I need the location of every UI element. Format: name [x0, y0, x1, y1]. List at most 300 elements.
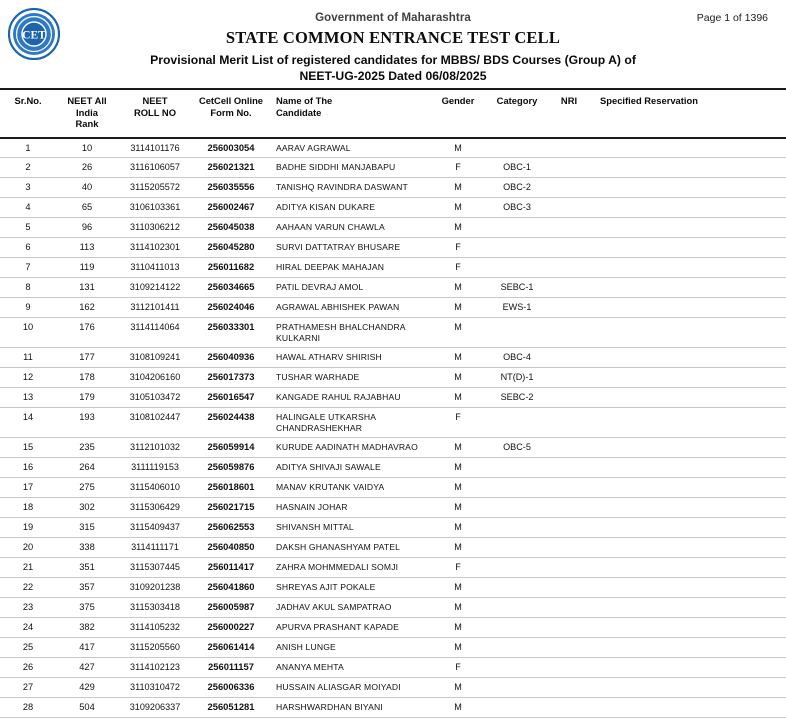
- table-row: [0, 478, 786, 498]
- cell-nri: [546, 238, 592, 258]
- table-row: [0, 598, 786, 618]
- cell-neet-roll-no: 3111119153: [118, 458, 192, 478]
- cell-sr-no: 27: [0, 678, 56, 698]
- organisation-title: STATE COMMON ENTRANCE TEST CELL: [225, 28, 561, 47]
- cell-form-no: 256040936: [192, 348, 270, 368]
- cell-form-no: 256003054: [192, 138, 270, 158]
- cell-specified-reservation: [592, 518, 786, 538]
- cell-neet-rank: 338: [56, 538, 118, 558]
- cell-neet-rank: 315: [56, 518, 118, 538]
- cell-nri: [546, 388, 592, 408]
- cell-specified-reservation: [592, 678, 786, 698]
- cell-form-no: 256062553: [192, 518, 270, 538]
- cell-candidate-name: HARSHWARDHAN BIYANI: [270, 698, 428, 718]
- cell-specified-reservation: [592, 178, 786, 198]
- svg-text:CET: CET: [22, 29, 46, 42]
- cell-gender: M: [428, 178, 488, 198]
- cell-gender: M: [428, 278, 488, 298]
- table-row: [0, 678, 786, 698]
- cell-gender: M: [428, 388, 488, 408]
- cell-sr-no: 7: [0, 258, 56, 278]
- cell-sr-no: 2: [0, 158, 56, 178]
- cell-candidate-name: HIRAL DEEPAK MAHAJAN: [270, 258, 428, 278]
- cell-category: [488, 538, 546, 558]
- cell-form-no: 256021321: [192, 158, 270, 178]
- rank-label-line-3: Rank: [75, 118, 99, 129]
- cell-category: [488, 238, 546, 258]
- cell-nri: [546, 178, 592, 198]
- document-title-line-1: Provisional Merit List of registered candidates for MBBS/ BDS Courses (Group A) of: [150, 53, 636, 67]
- cell-sr-no: 8: [0, 278, 56, 298]
- cell-candidate-name: AARAV AGRAWAL: [270, 138, 428, 158]
- government-line: Government of Maharashtra: [315, 12, 471, 24]
- cell-gender: M: [428, 198, 488, 218]
- cell-specified-reservation: [592, 198, 786, 218]
- rank-label-line-1: NEET All: [67, 95, 107, 106]
- cell-form-no: 256021715: [192, 498, 270, 518]
- cell-neet-rank: 119: [56, 258, 118, 278]
- cell-nri: [546, 218, 592, 238]
- cell-nri: [546, 408, 592, 438]
- cell-neet-rank: 10: [56, 138, 118, 158]
- cell-form-no: 256059914: [192, 438, 270, 458]
- cell-candidate-name: ANISH LUNGE: [270, 638, 428, 658]
- cell-nri: [546, 598, 592, 618]
- cell-nri: [546, 478, 592, 498]
- cell-sr-no: 1: [0, 138, 56, 158]
- cell-sr-no: 15: [0, 438, 56, 458]
- cell-nri: [546, 518, 592, 538]
- cell-form-no: 256034665: [192, 278, 270, 298]
- cell-sr-no: 9: [0, 298, 56, 318]
- cell-nri: [546, 158, 592, 178]
- cell-specified-reservation: [592, 598, 786, 618]
- cell-candidate-name: HUSSAIN ALIASGAR MOIYADI: [270, 678, 428, 698]
- cell-nri: [546, 258, 592, 278]
- cell-specified-reservation: [592, 458, 786, 478]
- cell-specified-reservation: [592, 138, 786, 158]
- cell-specified-reservation: [592, 658, 786, 678]
- cell-sr-no: 24: [0, 618, 56, 638]
- cell-category: [488, 218, 546, 238]
- cell-gender: M: [428, 618, 488, 638]
- document-title-line-2: NEET-UG-2025 Dated 06/08/2025: [299, 69, 487, 83]
- cell-neet-roll-no: 3116106057: [118, 158, 192, 178]
- cell-neet-roll-no: 3108109241: [118, 348, 192, 368]
- cell-neet-rank: 275: [56, 478, 118, 498]
- cell-specified-reservation: [592, 438, 786, 458]
- table-row: [0, 368, 786, 388]
- table-header-row: [0, 89, 786, 138]
- cell-neet-roll-no: 3115406010: [118, 478, 192, 498]
- column-header-name-of-candidate: [270, 89, 428, 138]
- cell-sr-no: 4: [0, 198, 56, 218]
- table-row: [0, 458, 786, 478]
- cell-candidate-name: JADHAV AKUL SAMPATRAO: [270, 598, 428, 618]
- cell-form-no: 256011682: [192, 258, 270, 278]
- cell-candidate-name: SHREYAS AJIT POKALE: [270, 578, 428, 598]
- cell-neet-rank: 429: [56, 678, 118, 698]
- table-header: [0, 89, 786, 138]
- cell-category: NT(D)-1: [488, 368, 546, 388]
- cell-category: OBC-2: [488, 178, 546, 198]
- cell-neet-roll-no: 3106103361: [118, 198, 192, 218]
- table-row: [0, 438, 786, 458]
- table-row: [0, 658, 786, 678]
- table-row: [0, 298, 786, 318]
- cell-category: OBC-5: [488, 438, 546, 458]
- cell-neet-roll-no: 3105103472: [118, 388, 192, 408]
- table-row: [0, 218, 786, 238]
- cell-form-no: 256016547: [192, 388, 270, 408]
- cell-category: [488, 678, 546, 698]
- cell-sr-no: 12: [0, 368, 56, 388]
- table-body: [0, 138, 786, 718]
- cell-sr-no: 17: [0, 478, 56, 498]
- cell-specified-reservation: [592, 318, 786, 348]
- roll-label-line-2: ROLL NO: [133, 106, 176, 118]
- table-row: [0, 348, 786, 368]
- cell-neet-roll-no: 3109206337: [118, 698, 192, 718]
- cell-sr-no: 21: [0, 558, 56, 578]
- cell-nri: [546, 678, 592, 698]
- table-row: [0, 278, 786, 298]
- cell-candidate-name: PRATHAMESH BHALCHANDRA KULKARNI: [270, 318, 428, 348]
- cell-neet-roll-no: 3114102301: [118, 238, 192, 258]
- table-row: [0, 618, 786, 638]
- cell-gender: F: [428, 558, 488, 578]
- cell-sr-no: 22: [0, 578, 56, 598]
- table-row: [0, 138, 786, 158]
- cell-gender: M: [428, 518, 488, 538]
- cell-candidate-name: HAWAL ATHARV SHIRISH: [270, 348, 428, 368]
- table-row: [0, 638, 786, 658]
- cell-neet-rank: 26: [56, 158, 118, 178]
- cell-neet-roll-no: 3109201238: [118, 578, 192, 598]
- cell-form-no: 256040850: [192, 538, 270, 558]
- cell-category: [488, 578, 546, 598]
- column-header-gender: [428, 89, 488, 138]
- cell-form-no: 256059876: [192, 458, 270, 478]
- cell-gender: M: [428, 698, 488, 718]
- cell-neet-rank: 417: [56, 638, 118, 658]
- cell-candidate-name: ADITYA SHIVAJI SAWALE: [270, 458, 428, 478]
- cell-candidate-name: AAHAAN VARUN CHAWLA: [270, 218, 428, 238]
- cell-candidate-name: ADITYA KISAN DUKARE: [270, 198, 428, 218]
- cell-candidate-name: SURVI DATTATRAY BHUSARE: [270, 238, 428, 258]
- cell-neet-roll-no: 3114105232: [118, 618, 192, 638]
- cell-candidate-name: SHIVANSH MITTAL: [270, 518, 428, 538]
- cell-neet-rank: 302: [56, 498, 118, 518]
- cell-gender: F: [428, 158, 488, 178]
- cell-specified-reservation: [592, 388, 786, 408]
- table-row: [0, 238, 786, 258]
- cell-specified-reservation: [592, 298, 786, 318]
- cell-category: [488, 258, 546, 278]
- cell-gender: F: [428, 408, 488, 438]
- cell-neet-rank: 113: [56, 238, 118, 258]
- cell-nri: [546, 138, 592, 158]
- cell-candidate-name: ANANYA MEHTA: [270, 658, 428, 678]
- cell-nri: [546, 198, 592, 218]
- cell-form-no: 256045280: [192, 238, 270, 258]
- cell-nri: [546, 368, 592, 388]
- cell-specified-reservation: [592, 578, 786, 598]
- cell-category: [488, 518, 546, 538]
- column-header-category: [488, 89, 546, 138]
- cell-neet-rank: 179: [56, 388, 118, 408]
- table-row: [0, 558, 786, 578]
- cell-neet-rank: 357: [56, 578, 118, 598]
- cell-neet-roll-no: 3112101032: [118, 438, 192, 458]
- cell-neet-rank: 375: [56, 598, 118, 618]
- cell-gender: M: [428, 538, 488, 558]
- cell-gender: F: [428, 238, 488, 258]
- cell-form-no: 256051281: [192, 698, 270, 718]
- cell-gender: M: [428, 138, 488, 158]
- table-row: [0, 198, 786, 218]
- cell-neet-roll-no: 3115303418: [118, 598, 192, 618]
- form-label-line-2: Form No.: [210, 106, 252, 118]
- cell-gender: M: [428, 478, 488, 498]
- cell-nri: [546, 298, 592, 318]
- cell-sr-no: 6: [0, 238, 56, 258]
- table-row: [0, 518, 786, 538]
- cell-category: OBC-1: [488, 158, 546, 178]
- cell-neet-roll-no: 3104206160: [118, 368, 192, 388]
- cell-specified-reservation: [592, 698, 786, 718]
- table-row: [0, 178, 786, 198]
- cell-candidate-name: KURUDE AADINATH MADHAVRAO: [270, 438, 428, 458]
- cell-sr-no: 10: [0, 318, 56, 348]
- page-indicator: Page 1 of 1396: [696, 12, 768, 24]
- cell-candidate-name: TANISHQ RAVINDRA DASWANT: [270, 178, 428, 198]
- table-row: [0, 538, 786, 558]
- cell-nri: [546, 278, 592, 298]
- cell-sr-no: 19: [0, 518, 56, 538]
- cell-form-no: 256045038: [192, 218, 270, 238]
- cell-sr-no: 28: [0, 698, 56, 718]
- cell-sr-no: 26: [0, 658, 56, 678]
- cell-candidate-name: MANAV KRUTANK VAIDYA: [270, 478, 428, 498]
- name-label-line-1: Name of The: [276, 95, 333, 106]
- table-row: [0, 258, 786, 278]
- cell-neet-roll-no: 3110306212: [118, 218, 192, 238]
- cell-candidate-name: HALINGALE UTKARSHA CHANDRASHEKHAR: [270, 408, 428, 438]
- rank-label-line-2: India: [76, 106, 98, 118]
- cell-specified-reservation: [592, 538, 786, 558]
- column-header-category-label: Category: [496, 95, 538, 106]
- cell-sr-no: 16: [0, 458, 56, 478]
- cell-specified-reservation: [592, 558, 786, 578]
- cell-gender: M: [428, 318, 488, 348]
- cell-nri: [546, 578, 592, 598]
- cell-neet-roll-no: 3109214122: [118, 278, 192, 298]
- cell-nri: [546, 698, 592, 718]
- cell-neet-roll-no: 3110310472: [118, 678, 192, 698]
- cell-neet-rank: 193: [56, 408, 118, 438]
- cell-form-no: 256000227: [192, 618, 270, 638]
- cell-candidate-name: PATIL DEVRAJ AMOL: [270, 278, 428, 298]
- cell-form-no: 256024046: [192, 298, 270, 318]
- cell-category: [488, 498, 546, 518]
- cell-nri: [546, 558, 592, 578]
- table-row: [0, 578, 786, 598]
- cell-category: [488, 598, 546, 618]
- table-row: [0, 498, 786, 518]
- cell-neet-rank: 382: [56, 618, 118, 638]
- cell-category: [488, 618, 546, 638]
- cell-specified-reservation: [592, 638, 786, 658]
- cell-sr-no: 5: [0, 218, 56, 238]
- cell-form-no: 256024438: [192, 408, 270, 438]
- cell-neet-rank: 235: [56, 438, 118, 458]
- cell-specified-reservation: [592, 408, 786, 438]
- cell-category: [488, 458, 546, 478]
- cell-neet-roll-no: 3114101176: [118, 138, 192, 158]
- cell-neet-rank: 96: [56, 218, 118, 238]
- cell-category: SEBC-1: [488, 278, 546, 298]
- cell-specified-reservation: [592, 278, 786, 298]
- cell-candidate-name: AGRAWAL ABHISHEK PAWAN: [270, 298, 428, 318]
- column-header-nri-label: NRI: [560, 95, 578, 106]
- cell-sr-no: 3: [0, 178, 56, 198]
- cell-sr-no: 11: [0, 348, 56, 368]
- cell-category: [488, 318, 546, 348]
- cell-sr-no: 20: [0, 538, 56, 558]
- cell-specified-reservation: [592, 348, 786, 368]
- cell-category: [488, 138, 546, 158]
- cell-neet-rank: 264: [56, 458, 118, 478]
- cell-form-no: 256061414: [192, 638, 270, 658]
- cell-candidate-name: TUSHAR WARHADE: [270, 368, 428, 388]
- cell-candidate-name: ZAHRA MOHMMEDALI SOMJI: [270, 558, 428, 578]
- cell-gender: M: [428, 578, 488, 598]
- cell-form-no: 256033301: [192, 318, 270, 348]
- column-header-neet-all-india-rank: [56, 89, 118, 138]
- cell-category: [488, 408, 546, 438]
- cell-neet-roll-no: 3115205572: [118, 178, 192, 198]
- cell-neet-rank: 177: [56, 348, 118, 368]
- cell-nri: [546, 658, 592, 678]
- table-row: [0, 318, 786, 348]
- cell-form-no: 256035556: [192, 178, 270, 198]
- cell-gender: F: [428, 658, 488, 678]
- cell-candidate-name: APURVA PRASHANT KAPADE: [270, 618, 428, 638]
- cell-specified-reservation: [592, 238, 786, 258]
- column-header-cetcell-online-form-no: [192, 89, 270, 138]
- cell-neet-rank: 162: [56, 298, 118, 318]
- cell-neet-roll-no: 3115205560: [118, 638, 192, 658]
- column-header-nri: [546, 89, 592, 138]
- cell-sr-no: 18: [0, 498, 56, 518]
- cell-form-no: 256041860: [192, 578, 270, 598]
- cell-category: EWS-1: [488, 298, 546, 318]
- column-header-gender-label: Gender: [441, 95, 475, 106]
- cell-candidate-name: DAKSH GHANASHYAM PATEL: [270, 538, 428, 558]
- cell-neet-roll-no: 3112101411: [118, 298, 192, 318]
- cell-sr-no: 25: [0, 638, 56, 658]
- cell-gender: M: [428, 298, 488, 318]
- cell-nri: [546, 318, 592, 348]
- roll-label-line-1: NEET: [142, 95, 168, 106]
- cell-category: OBC-4: [488, 348, 546, 368]
- cell-gender: M: [428, 368, 488, 388]
- cell-neet-rank: 351: [56, 558, 118, 578]
- cell-specified-reservation: [592, 158, 786, 178]
- cell-neet-roll-no: 3115409437: [118, 518, 192, 538]
- name-label-line-2: Candidate: [276, 106, 322, 118]
- cell-gender: M: [428, 438, 488, 458]
- cell-candidate-name: HASNAIN JOHAR: [270, 498, 428, 518]
- cell-neet-rank: 178: [56, 368, 118, 388]
- cell-form-no: 256002467: [192, 198, 270, 218]
- cell-specified-reservation: [592, 498, 786, 518]
- cell-neet-roll-no: 3108102447: [118, 408, 192, 438]
- cell-nri: [546, 498, 592, 518]
- cell-category: [488, 478, 546, 498]
- form-label-line-1: CetCell Online: [198, 95, 264, 106]
- cell-neet-roll-no: 3115306429: [118, 498, 192, 518]
- cell-neet-rank: 427: [56, 658, 118, 678]
- table-row: [0, 698, 786, 718]
- cell-nri: [546, 458, 592, 478]
- cell-gender: M: [428, 458, 488, 478]
- cell-category: SEBC-2: [488, 388, 546, 408]
- cell-nri: [546, 538, 592, 558]
- cell-nri: [546, 638, 592, 658]
- cell-neet-rank: 131: [56, 278, 118, 298]
- document-header: [0, 0, 786, 88]
- cell-form-no: 256017373: [192, 368, 270, 388]
- cell-specified-reservation: [592, 368, 786, 388]
- table-row: [0, 388, 786, 408]
- cell-gender: M: [428, 638, 488, 658]
- cell-category: [488, 638, 546, 658]
- table-row: [0, 158, 786, 178]
- cell-neet-roll-no: 3114102123: [118, 658, 192, 678]
- cell-neet-roll-no: 3115307445: [118, 558, 192, 578]
- cell-form-no: 256018601: [192, 478, 270, 498]
- column-header-sr-no: [0, 89, 56, 138]
- table-row: [0, 408, 786, 438]
- cell-category: [488, 658, 546, 678]
- cell-sr-no: 23: [0, 598, 56, 618]
- cell-category: OBC-3: [488, 198, 546, 218]
- cell-neet-rank: 40: [56, 178, 118, 198]
- cell-gender: M: [428, 598, 488, 618]
- cell-specified-reservation: [592, 478, 786, 498]
- cell-category: [488, 698, 546, 718]
- cell-neet-roll-no: 3114111171: [118, 538, 192, 558]
- cell-form-no: 256006336: [192, 678, 270, 698]
- cell-neet-roll-no: 3114114064: [118, 318, 192, 348]
- cell-specified-reservation: [592, 618, 786, 638]
- cell-nri: [546, 348, 592, 368]
- cell-neet-rank: 504: [56, 698, 118, 718]
- cell-candidate-name: BADHE SIDDHI MANJABAPU: [270, 158, 428, 178]
- cell-form-no: 256011417: [192, 558, 270, 578]
- cell-nri: [546, 618, 592, 638]
- cell-sr-no: 14: [0, 408, 56, 438]
- cell-gender: M: [428, 498, 488, 518]
- cell-gender: M: [428, 678, 488, 698]
- cell-sr-no: 13: [0, 388, 56, 408]
- cell-category: [488, 558, 546, 578]
- merit-list-table: [0, 88, 786, 718]
- column-header-specified-reservation-label: Specified Reservation: [600, 95, 698, 106]
- cell-gender: F: [428, 258, 488, 278]
